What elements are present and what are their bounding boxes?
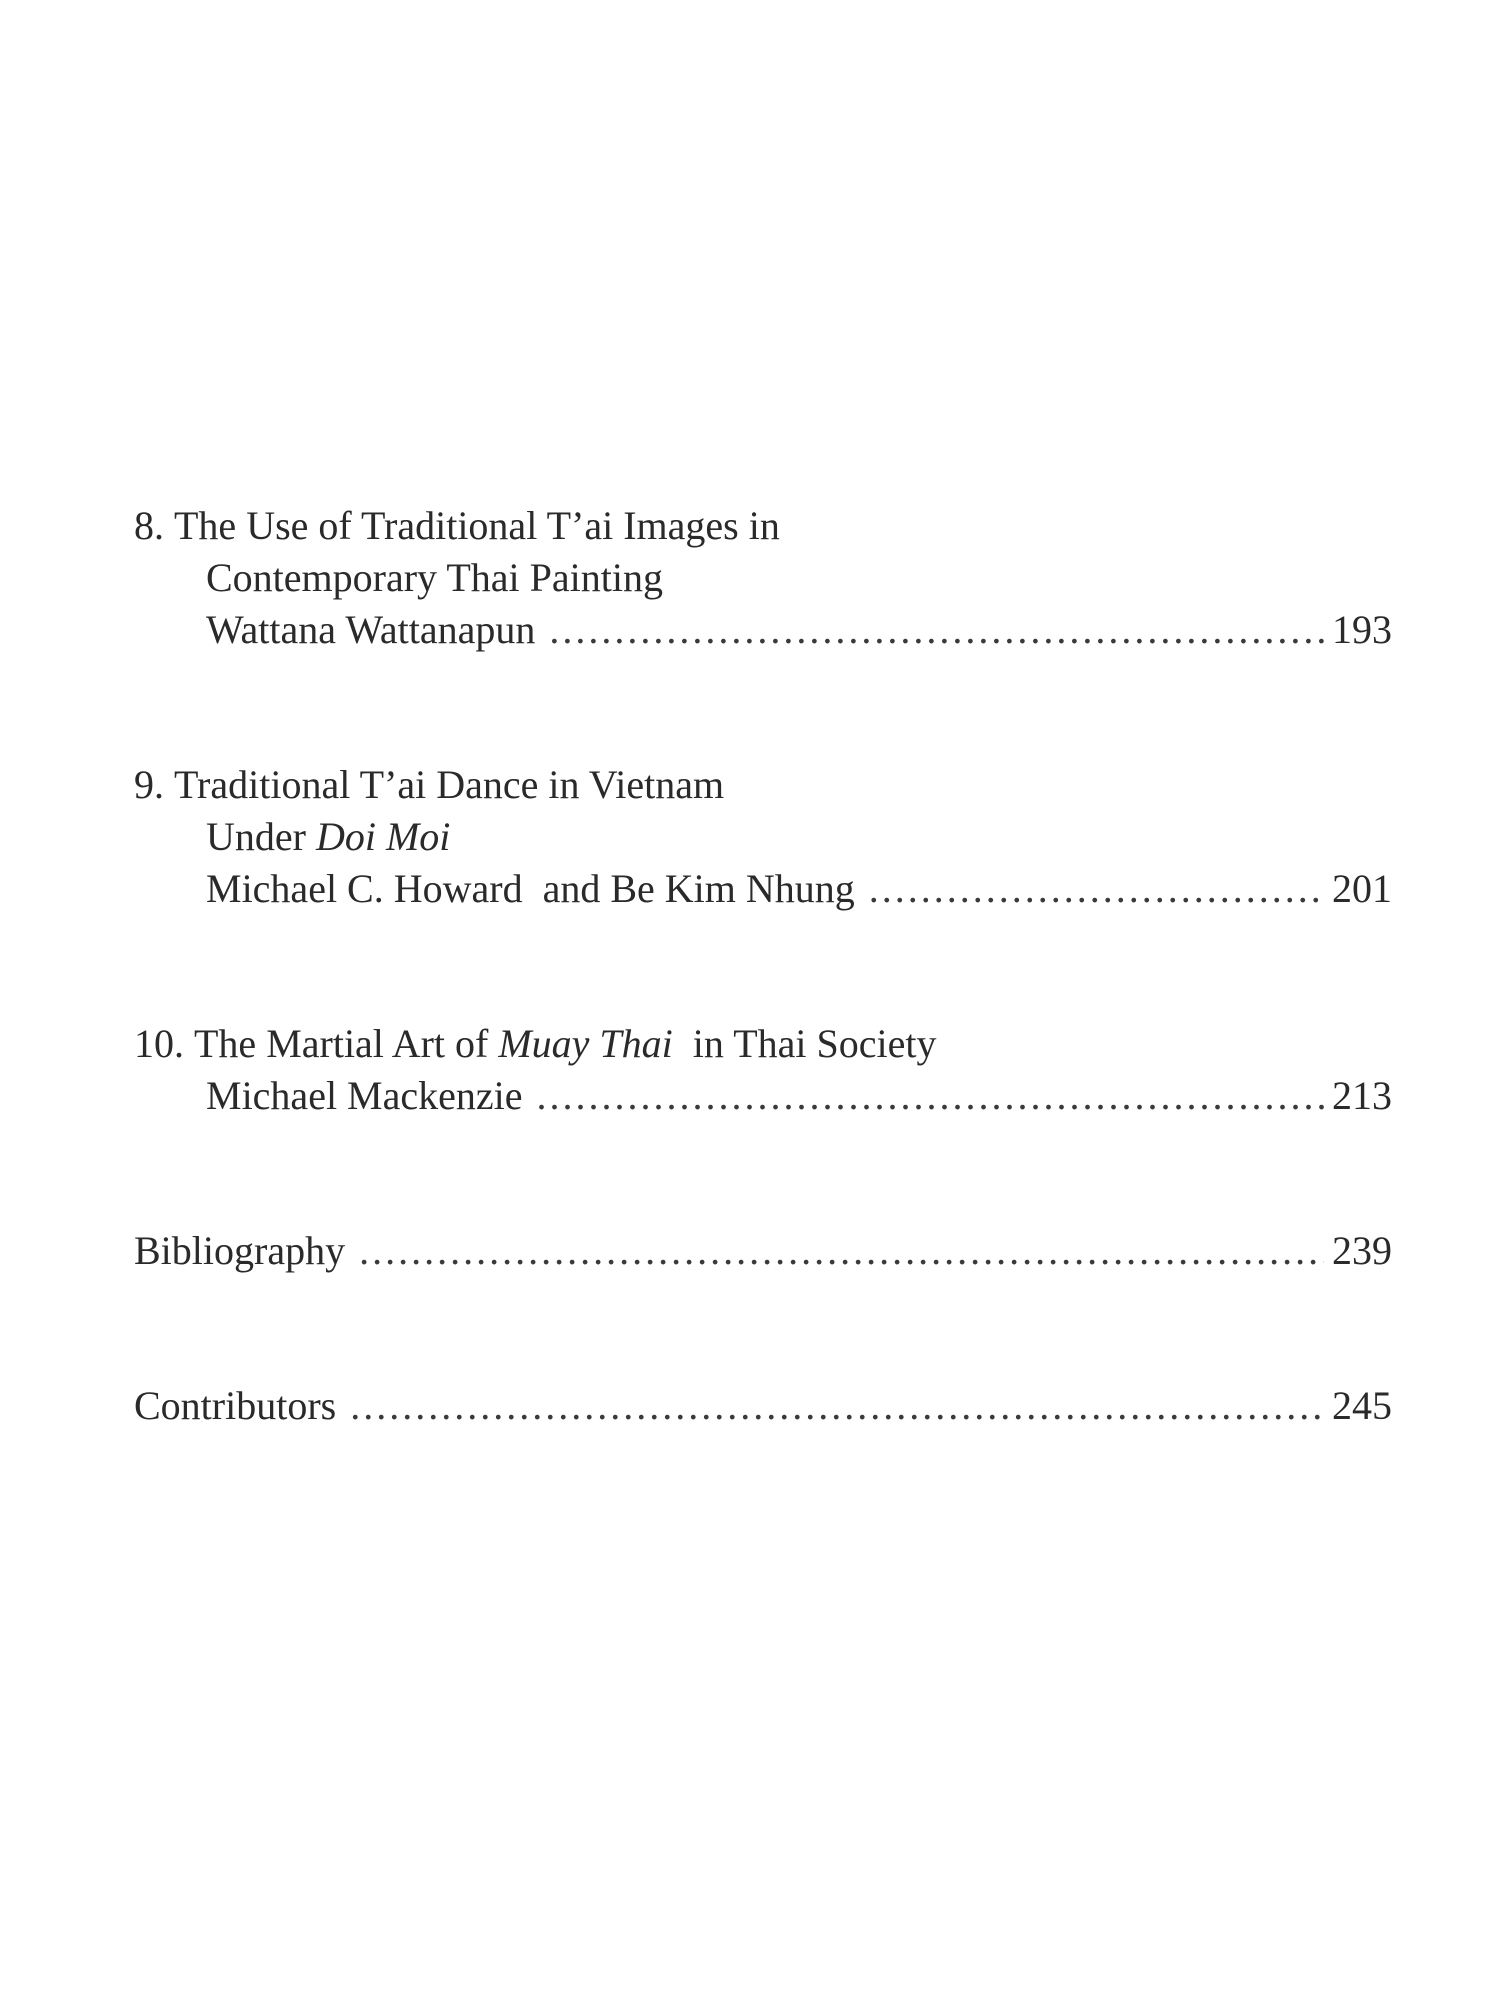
dot-leader xyxy=(537,1070,1324,1122)
chapter-10-title-line xyxy=(134,1018,1392,1070)
contributors-line xyxy=(134,1380,1392,1432)
chapter-title-italic: Doi Moi xyxy=(315,814,451,859)
page-number: 193 xyxy=(1332,607,1392,652)
page-number: 213 xyxy=(1332,1073,1392,1118)
section-label: Bibliography xyxy=(134,1228,346,1273)
chapter-title-continued: Contemporary Thai Painting xyxy=(206,555,663,600)
bibliography-line xyxy=(134,1225,1392,1277)
toc-entry-chapter-8 xyxy=(134,500,1392,656)
dot-leader xyxy=(869,863,1324,915)
chapter-title: The Use of Traditional T’ai Images in xyxy=(174,503,780,548)
chapter-number: 8. xyxy=(134,503,164,548)
page-number: 201 xyxy=(1332,866,1392,911)
chapter-author: Michael C. Howard and Be Kim Nhung xyxy=(206,866,855,911)
chapter-number: 10. xyxy=(134,1021,184,1066)
dot-leader xyxy=(359,1225,1324,1277)
chapter-9-author-line xyxy=(134,863,1392,915)
toc-entry-chapter-9 xyxy=(134,759,1392,915)
page-number: 239 xyxy=(1332,1228,1392,1273)
dot-leader xyxy=(549,604,1324,656)
chapter-8-title-line-1 xyxy=(134,500,1392,552)
chapter-number: 9. xyxy=(134,762,164,807)
toc-entry-contributors xyxy=(134,1380,1392,1432)
chapter-8-title-line-2 xyxy=(134,552,1392,604)
chapter-9-title-line-1 xyxy=(134,759,1392,811)
table-of-contents xyxy=(134,500,1392,1432)
chapter-title-end: in Thai Society xyxy=(672,1021,937,1066)
chapter-author: Michael Mackenzie xyxy=(206,1073,523,1118)
chapter-9-title-line-2 xyxy=(134,811,1392,863)
section-label: Contributors xyxy=(134,1383,337,1428)
chapter-title-continued: Under xyxy=(206,814,316,859)
chapter-title: Traditional T’ai Dance in Vietnam xyxy=(174,762,725,807)
chapter-author: Wattana Wattanapun xyxy=(206,607,536,652)
chapter-8-author-line xyxy=(134,604,1392,656)
page-number: 245 xyxy=(1332,1383,1392,1428)
chapter-title-italic: Muay Thai xyxy=(498,1021,673,1066)
toc-entry-bibliography xyxy=(134,1225,1392,1277)
toc-entry-chapter-10 xyxy=(134,1018,1392,1122)
chapter-10-author-line xyxy=(134,1070,1392,1122)
dot-leader xyxy=(350,1380,1324,1432)
chapter-title: The Martial Art of xyxy=(194,1021,499,1066)
